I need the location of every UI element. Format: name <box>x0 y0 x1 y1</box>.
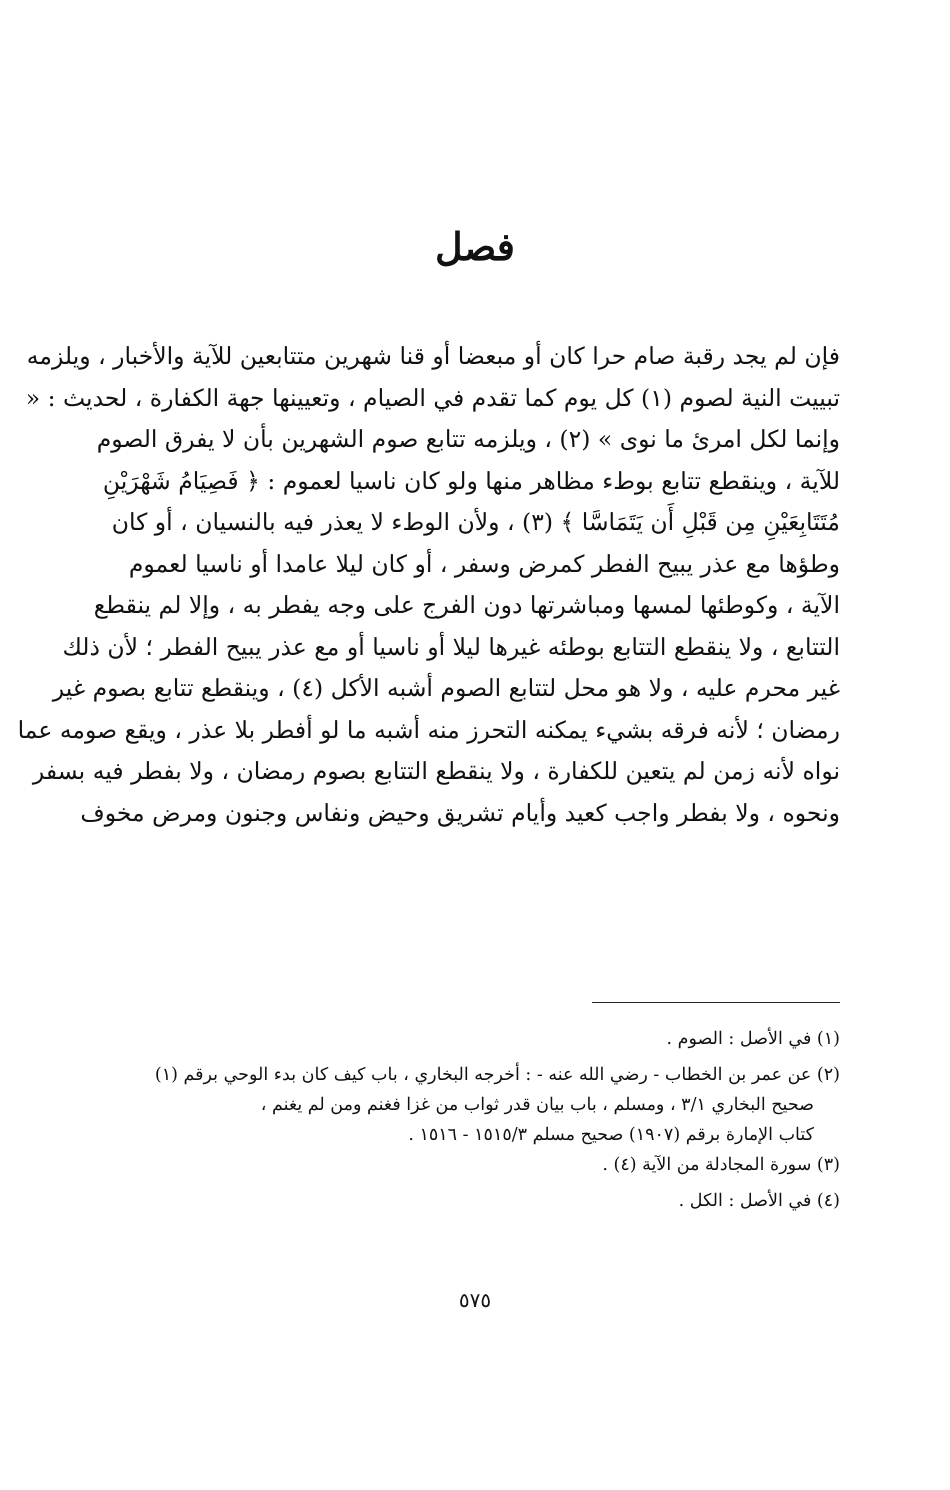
body-line: مُتَتَابِعَيْنِ مِن قَبْلِ أَن يَتَمَاسَّا ﴾ (٣) ، ولأن الوطء لا يعذر فيه بالنسيان ، أو كان <box>111 508 840 536</box>
body-line: رمضان ؛ لأنه فرقه بشيء يمكنه التحرز منه أشبه ما لو أفطر بلا عذر ، ويقع صومه عما <box>17 715 840 744</box>
body-line: الآية ، وكوطئها لمسها ومباشرتها دون الفرج على وجه يفطر به ، وإلا لم ينقطع <box>93 591 840 619</box>
body-line: للآية ، وينقطع تتابع بوطء مظاهر منها ولو كان ناسيا لعموم : ﴿ فَصِيَامُ شَهْرَيْنِ <box>102 466 840 495</box>
section-heading: فصل <box>435 224 515 269</box>
body-line: وطؤها مع عذر يبيح الفطر كمرض وسفر ، أو كان ليلا عامدا أو ناسيا لعموم <box>128 549 840 578</box>
body-line: ونحوه ، ولا بفطر واجب كعيد وأيام تشريق وحيض ونفاس وجنون ومرض مخوف <box>80 798 840 827</box>
page-number: ٥٧٥ <box>458 1288 492 1312</box>
body-line: فإن لم يجد رقبة صام حرا كان أو مبعضا أو قنا شهرين متتابعين للآية والأخبار ، ويلزمه <box>26 342 840 370</box>
footnote-2: (٢) عن عمر بن الخطاب - رضي الله عنه - : أخرجه البخاري ، باب كيف كان بدء الوحي برقم (١) <box>154 1065 840 1085</box>
body-line: نواه لأنه زمن لم يتعين للكفارة ، ولا ينقطع التتابع بصوم رمضان ، ولا بفطر فيه بسفر <box>32 757 840 785</box>
body-line: التتابع ، ولا ينقطع التتابع بوطئه غيرها ليلا أو ناسيا أو مع عذر يبيح الفطر ؛ لأن ذلك <box>62 632 840 661</box>
footnotes <box>150 1024 840 1216</box>
body-line: وإنما لكل امرئ ما نوى » (٢) ، ويلزمه تتابع صوم الشهرين بأن لا يفرق الصوم <box>96 425 840 453</box>
body-text <box>17 336 840 834</box>
body-line: غير محرم عليه ، ولا هو محل لتتابع الصوم أشبه الأكل (٤) ، وينقطع تتابع بصوم غير <box>52 674 840 702</box>
footnote-1: (١) في الأصل : الصوم . <box>666 1029 840 1049</box>
footnote-4: (٤) في الأصل : الكل . <box>678 1191 840 1211</box>
footnote-2-continuation: صحيح البخاري ٣/١ ، ومسلم ، باب بيان قدر ثواب من غزا فغنم ومن لم يغنم ، <box>260 1095 814 1115</box>
body-line: تبييت النية لصوم (١) كل يوم كما تقدم في الصيام ، وتعيينها جهة الكفارة ، لحديث : « <box>25 383 840 412</box>
footnote-3: (٣) سورة المجادلة من الآية (٤) . <box>602 1155 840 1175</box>
footnote-2-continuation: كتاب الإمارة برقم (١٩٠٧) صحيح مسلم ١٥١٥/٣ - ١٥١٦ . <box>408 1125 814 1145</box>
footnote-divider <box>592 1002 840 1003</box>
